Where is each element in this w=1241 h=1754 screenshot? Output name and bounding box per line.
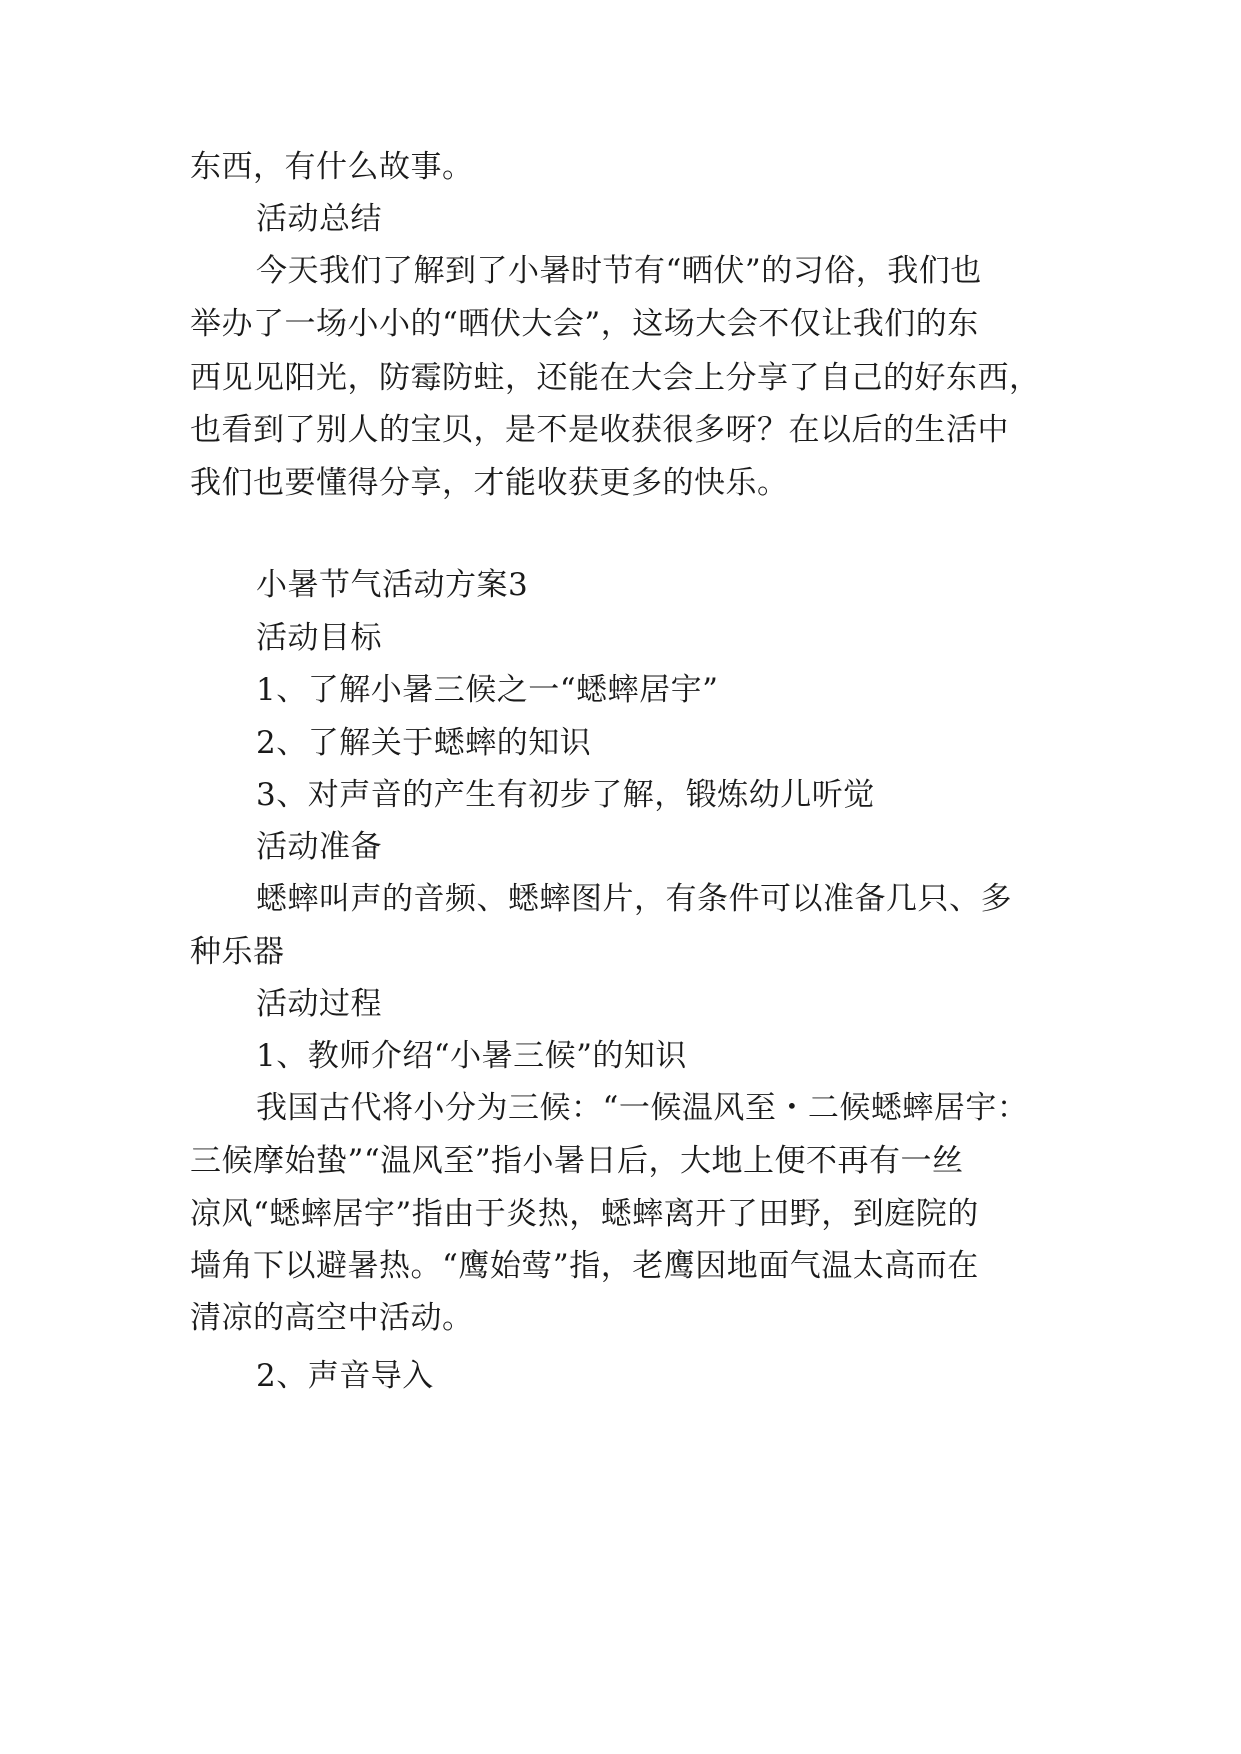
paragraph-line: 今天我们了解到了小暑时节有“晒伏”的习俗，我们也 <box>256 253 982 289</box>
section-heading: 活动总结 <box>256 201 382 237</box>
paragraph-line: 西见见阳光，防霉防蛀，还能在大会上分享了自己的好东西， <box>190 360 1041 396</box>
document-title: 小暑节气活动方案3 <box>256 567 529 603</box>
paragraph-line: 种乐器 <box>190 934 285 970</box>
paragraph-line: 三候摩始蛰”“温风至”指小暑日后，大地上便不再有一丝 <box>190 1143 964 1179</box>
paragraph-line: 墙角下以避暑热。“鹰始莺”指，老鹰因地面气温太高而在 <box>190 1248 979 1284</box>
paragraph-line: 东西，有什么故事。 <box>190 149 474 185</box>
paragraph-line: 也看到了别人的宝贝，是不是收获很多呀？在以后的生活中 <box>190 412 1009 448</box>
section-heading: 活动准备 <box>256 829 382 865</box>
list-item: 1、了解小暑三候之一“蟋蟀居宇” <box>256 672 719 708</box>
list-item: 2、了解关于蟋蟀的知识 <box>256 725 592 761</box>
paragraph-line: 我们也要懂得分享，才能收获更多的快乐。 <box>190 465 789 501</box>
list-item: 3、对声音的产生有初步了解，锻炼幼儿听觉 <box>256 777 875 813</box>
paragraph-line: 蟋蟀叫声的音频、蟋蟀图片，有条件可以准备几只、多 <box>256 881 1012 917</box>
section-heading: 活动目标 <box>256 620 382 656</box>
list-item: 2、声音导入 <box>256 1358 434 1394</box>
list-item: 1、教师介绍“小暑三候”的知识 <box>256 1038 687 1074</box>
paragraph-line: 举办了一场小小的“晒伏大会”，这场大会不仅让我们的东 <box>190 306 979 342</box>
paragraph-line: 凉风“蟋蟀居宇”指由于炎热，蟋蟀离开了田野，到庭院的 <box>190 1196 979 1232</box>
paragraph-line: 清凉的高空中活动。 <box>190 1300 474 1336</box>
section-heading: 活动过程 <box>256 986 382 1022</box>
paragraph-line: 我国古代将小分为三候：“一候温风至・二候蟋蟀居宇： <box>256 1090 1029 1126</box>
